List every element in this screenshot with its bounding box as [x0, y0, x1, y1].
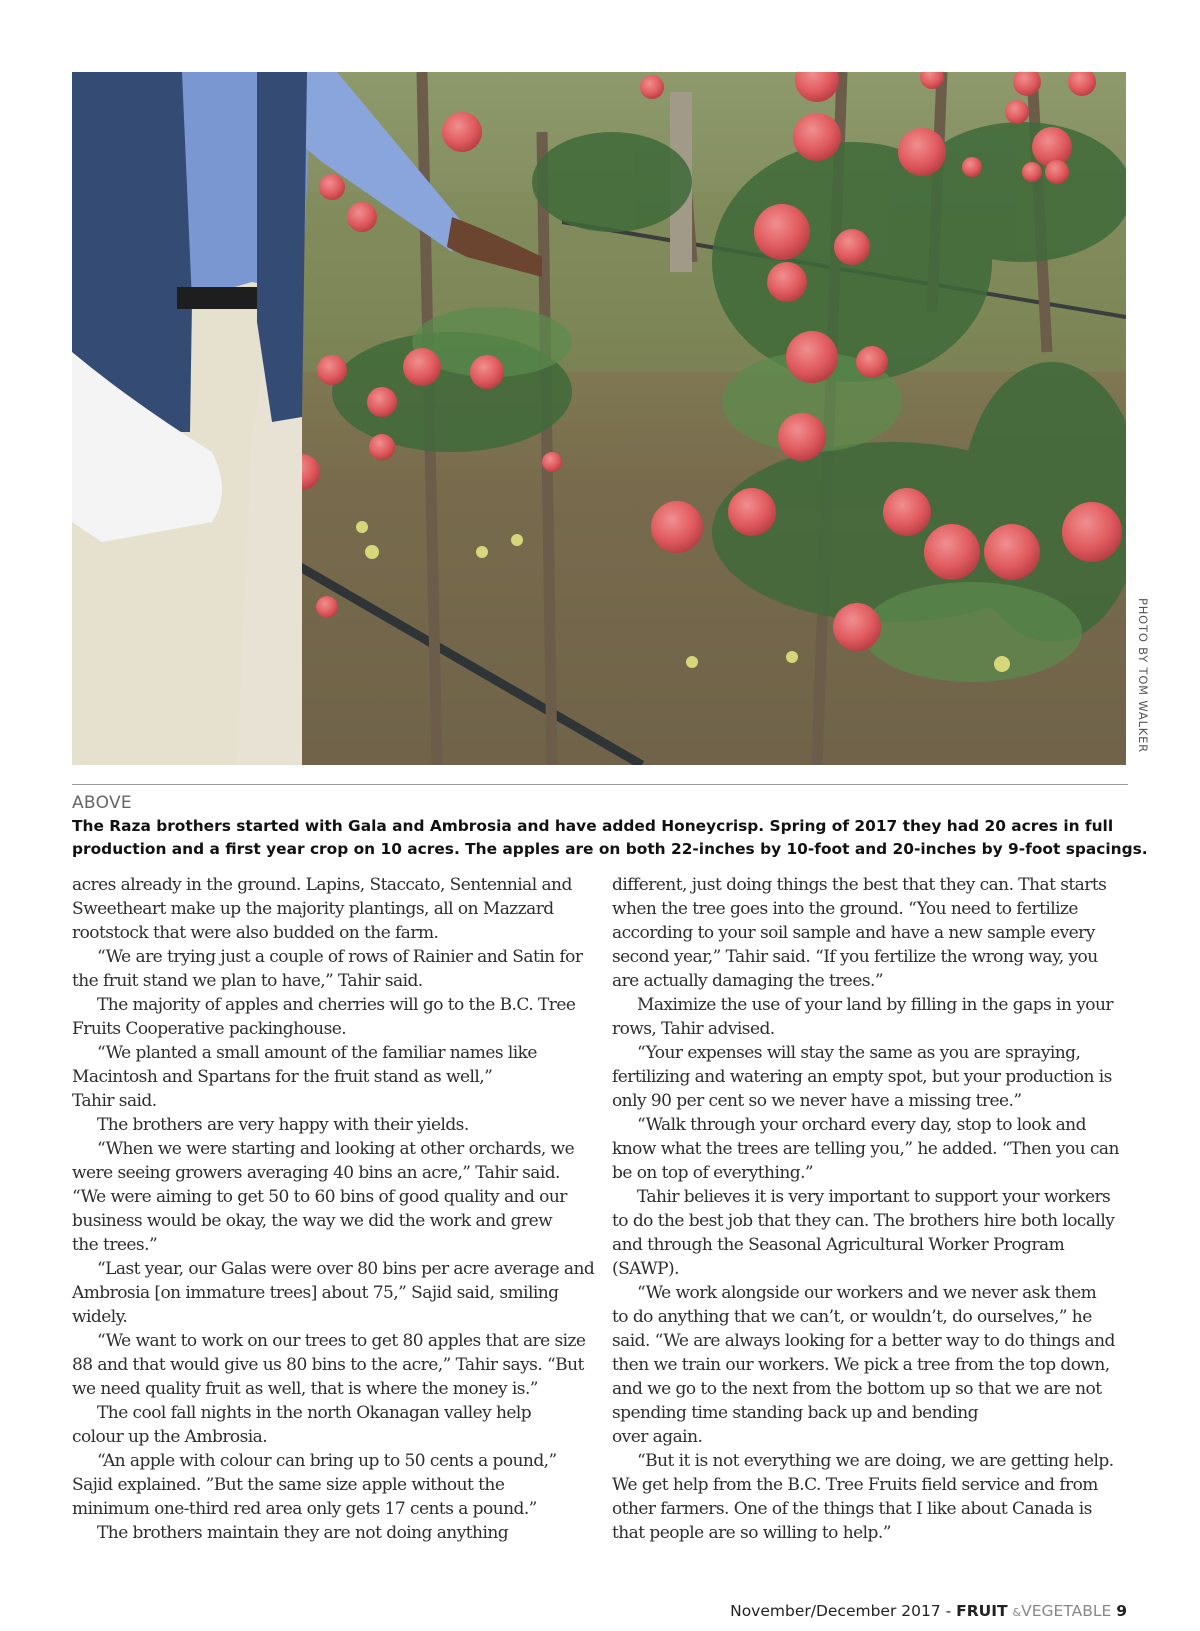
text-line: minimum one-third red area only gets 17 cents a pound.”: [72, 1499, 537, 1519]
text-line: that people are so willing to help.”: [612, 1523, 891, 1543]
text-line: rootstock that were also budded on the farm.: [72, 923, 439, 943]
text-line: Macintosh and Spartans for the fruit stand as well,”: [72, 1067, 493, 1087]
text-line: “Your expenses will stay the same as you are spraying,: [637, 1043, 1081, 1063]
caption-label: ABOVE: [72, 793, 132, 813]
caption-text: [72, 815, 1148, 861]
text-line: 88 and that would give us 80 bins to the acre,” Tahir says. “But: [72, 1355, 584, 1375]
text-line: Tahir believes it is very important to support your workers: [637, 1187, 1111, 1207]
footer-brand: FRUIT: [956, 1602, 1008, 1620]
text-line: and through the Seasonal Agricultural Worker Program: [612, 1235, 1065, 1255]
text-line: Tahir said.: [72, 1091, 157, 1111]
text-line: Sajid explained. ”But the same size apple without the: [72, 1475, 505, 1495]
apple-orchard-photo-icon: [72, 72, 1126, 765]
text-line: spending time standing back up and bending: [612, 1403, 979, 1423]
text-line: to do the best job that they can. The brothers hire both locally: [612, 1211, 1115, 1231]
footer-issue: November/December 2017 -: [730, 1602, 957, 1620]
text-line: when the tree goes into the ground. “You need to fertilize: [612, 899, 1078, 919]
caption-line: The Raza brothers started with Gala and Ambrosia and have added Honeycrisp. Spring of 2017 they had 20 acres in full: [72, 817, 1114, 835]
text-line: “We work alongside our workers and we never ask them: [637, 1283, 1097, 1303]
text-line: “But it is not everything we are doing, we are getting help.: [637, 1451, 1114, 1471]
text-line: over again.: [612, 1427, 703, 1447]
caption-line: production and a first year crop on 10 acres. The apples are on both 22-inches by 10-foot and 20-inches by 9-foot spacings.: [72, 840, 1148, 858]
text-line: The cool fall nights in the north Okanagan valley help: [97, 1403, 532, 1423]
footer-ampersand: &: [1012, 1606, 1022, 1619]
text-line: Maximize the use of your land by filling in the gaps in your: [637, 995, 1113, 1015]
text-line: widely.: [72, 1307, 128, 1327]
text-line: then we train our workers. We pick a tree from the top down,: [612, 1355, 1110, 1375]
page-number: 9: [1116, 1602, 1127, 1620]
text-line: and we go to the next from the bottom up so that we are not: [612, 1379, 1102, 1399]
text-line: acres already in the ground. Lapins, Staccato, Sentennial and: [72, 875, 572, 895]
text-line: be on top of everything.”: [612, 1163, 814, 1183]
text-line: “We want to work on our trees to get 80 apples that are size: [97, 1331, 586, 1351]
text-line: “Last year, our Galas were over 80 bins per acre average and: [97, 1259, 595, 1279]
text-line: We get help from the B.C. Tree Fruits field service and from: [612, 1475, 1098, 1495]
text-line: were seeing growers averaging 40 bins an acre,” Tahir said.: [72, 1163, 560, 1183]
orchard-photo: [72, 72, 1126, 765]
text-line: Ambrosia [on immature trees] about 75,” Sajid said, smiling: [72, 1283, 559, 1303]
text-line: second year,” Tahir said. “If you fertilize the wrong way, you: [612, 947, 1098, 967]
text-line: we need quality fruit as well, that is where the money is.”: [72, 1379, 538, 1399]
text-line: The majority of apples and cherries will go to the B.C. Tree: [97, 995, 576, 1015]
text-line: Fruits Cooperative packinghouse.: [72, 1019, 347, 1039]
text-line: rows, Tahir advised.: [612, 1019, 775, 1039]
caption-divider: [72, 784, 1128, 785]
page-footer: [730, 1602, 1127, 1620]
text-line: The brothers are very happy with their yields.: [97, 1115, 469, 1135]
text-line: said. “We are always looking for a better way to do things and: [612, 1331, 1115, 1351]
text-line: fertilizing and watering an empty spot, but your production is: [612, 1067, 1112, 1087]
text-line: “Walk through your orchard every day, stop to look and: [637, 1115, 1086, 1135]
text-line: “An apple with colour can bring up to 50 cents a pound,”: [97, 1451, 557, 1471]
text-line: (SAWP).: [612, 1259, 679, 1279]
text-line: The brothers maintain they are not doing anything: [97, 1523, 509, 1543]
text-line: “We planted a small amount of the familiar names like: [97, 1043, 537, 1063]
text-line: business would be okay, the way we did the work and grew: [72, 1211, 553, 1231]
text-line: to do anything that we can’t, or wouldn’t, do ourselves,” he: [612, 1307, 1092, 1327]
text-line: Sweetheart make up the majority plantings, all on Mazzard: [72, 899, 554, 919]
text-line: other farmers. One of the things that I like about Canada is: [612, 1499, 1092, 1519]
article-column-right: [612, 873, 1132, 1545]
text-line: “We were aiming to get 50 to 60 bins of good quality and our: [72, 1187, 567, 1207]
text-line: only 90 per cent so we never have a missing tree.”: [612, 1091, 1022, 1111]
text-line: “When we were starting and looking at other orchards, we: [97, 1139, 575, 1159]
text-line: know what the trees are telling you,” he added. “Then you can: [612, 1139, 1119, 1159]
text-line: the trees.”: [72, 1235, 158, 1255]
photo-credit: PHOTO BY TOM WALKER: [1136, 598, 1150, 753]
article-column-left: [72, 873, 595, 1545]
text-line: are actually damaging the trees.”: [612, 971, 883, 991]
text-line: the fruit stand we plan to have,” Tahir said.: [72, 971, 423, 991]
text-line: according to your soil sample and have a new sample every: [612, 923, 1095, 943]
text-line: colour up the Ambrosia.: [72, 1427, 268, 1447]
text-line: “We are trying just a couple of rows of Rainier and Satin for: [97, 947, 583, 967]
text-line: different, just doing things the best that they can. That starts: [612, 875, 1107, 895]
footer-brand-secondary: VEGETABLE: [1021, 1602, 1112, 1620]
